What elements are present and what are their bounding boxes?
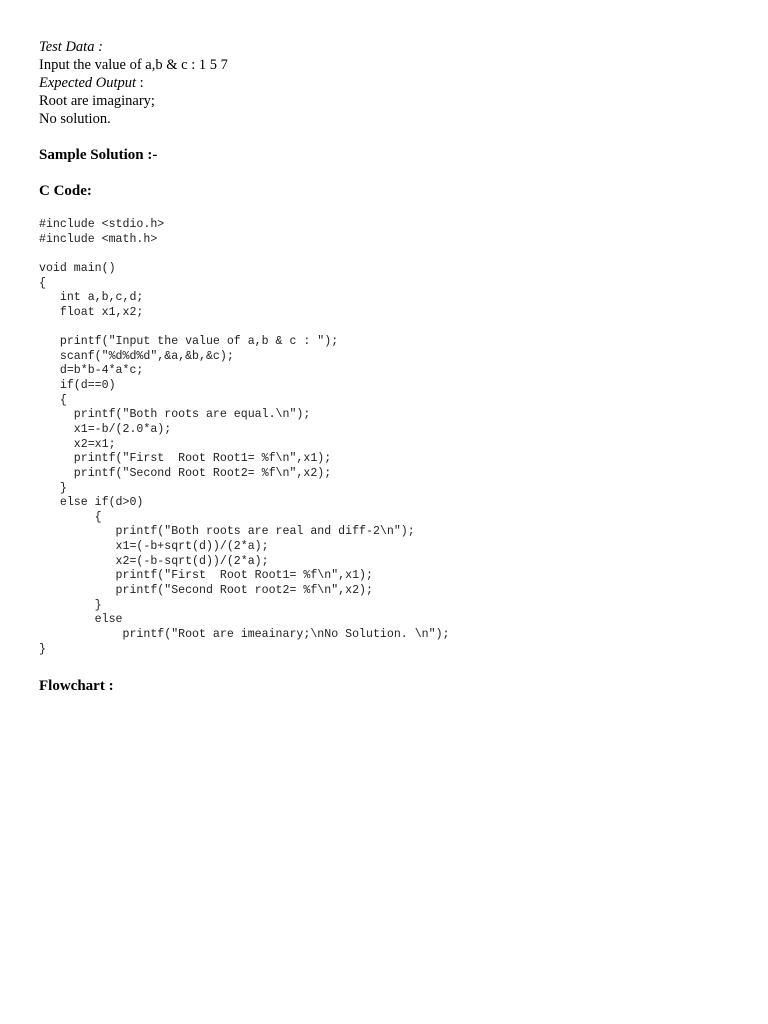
code-line: } bbox=[39, 598, 102, 612]
expected-output-line-2: No solution. bbox=[39, 111, 111, 127]
expected-output-label-line bbox=[39, 74, 739, 92]
test-data-section bbox=[39, 38, 739, 128]
flowchart-heading: Flowchart : bbox=[39, 678, 114, 695]
code-line: printf("Input the value of a,b & c : "); bbox=[39, 335, 339, 349]
expected-output-label-suffix: : bbox=[136, 75, 144, 91]
code-line: { bbox=[39, 276, 46, 290]
document-page bbox=[39, 38, 739, 695]
code-line: printf("First Root Root1= %f\n",x1); bbox=[39, 569, 373, 583]
code-line bbox=[39, 320, 739, 335]
code-line: #include <math.h> bbox=[39, 232, 158, 246]
code-line: printf("Root are imeainary;\nNo Solution. \n"); bbox=[39, 627, 450, 641]
expected-output-line-1: Root are imaginary; bbox=[39, 93, 155, 109]
code-line: x2=x1; bbox=[39, 437, 116, 451]
code-line: d=b*b-4*a*c; bbox=[39, 364, 144, 378]
code-line: { bbox=[39, 510, 102, 524]
code-block bbox=[39, 218, 739, 657]
code-line: x1=-b/(2.0*a); bbox=[39, 422, 172, 436]
code-line: { bbox=[39, 393, 67, 407]
code-line: printf("Second Root root2= %f\n",x2); bbox=[39, 584, 373, 598]
code-line: printf("Both roots are real and diff-2\n"); bbox=[39, 525, 415, 539]
code-line: else bbox=[39, 613, 123, 627]
c-code-heading: C Code: bbox=[39, 183, 92, 199]
code-line: if(d==0) bbox=[39, 379, 116, 393]
code-line: else if(d>0) bbox=[39, 496, 144, 510]
code-line: x2=(-b-sqrt(d))/(2*a); bbox=[39, 554, 269, 568]
code-line: } bbox=[39, 481, 67, 495]
code-line bbox=[39, 247, 739, 262]
code-line: } bbox=[39, 642, 46, 656]
code-line: float x1,x2; bbox=[39, 305, 144, 319]
code-line: printf("Second Root Root2= %f\n",x2); bbox=[39, 466, 332, 480]
test-data-label: Test Data : bbox=[39, 39, 103, 55]
code-line: printf("First Root Root1= %f\n",x1); bbox=[39, 452, 332, 466]
code-line: void main() bbox=[39, 261, 116, 275]
test-data-input-line: Input the value of a,b & c : 1 5 7 bbox=[39, 57, 228, 73]
expected-output-label: Expected Output bbox=[39, 75, 137, 91]
code-line: scanf("%d%d%d",&a,&b,&c); bbox=[39, 349, 234, 363]
code-line: x1=(-b+sqrt(d))/(2*a); bbox=[39, 540, 269, 554]
sample-solution-heading: Sample Solution :- bbox=[39, 147, 158, 163]
code-line: int a,b,c,d; bbox=[39, 291, 144, 305]
code-line: printf("Both roots are equal.\n"); bbox=[39, 408, 311, 422]
code-line: #include <stdio.h> bbox=[39, 218, 165, 231]
